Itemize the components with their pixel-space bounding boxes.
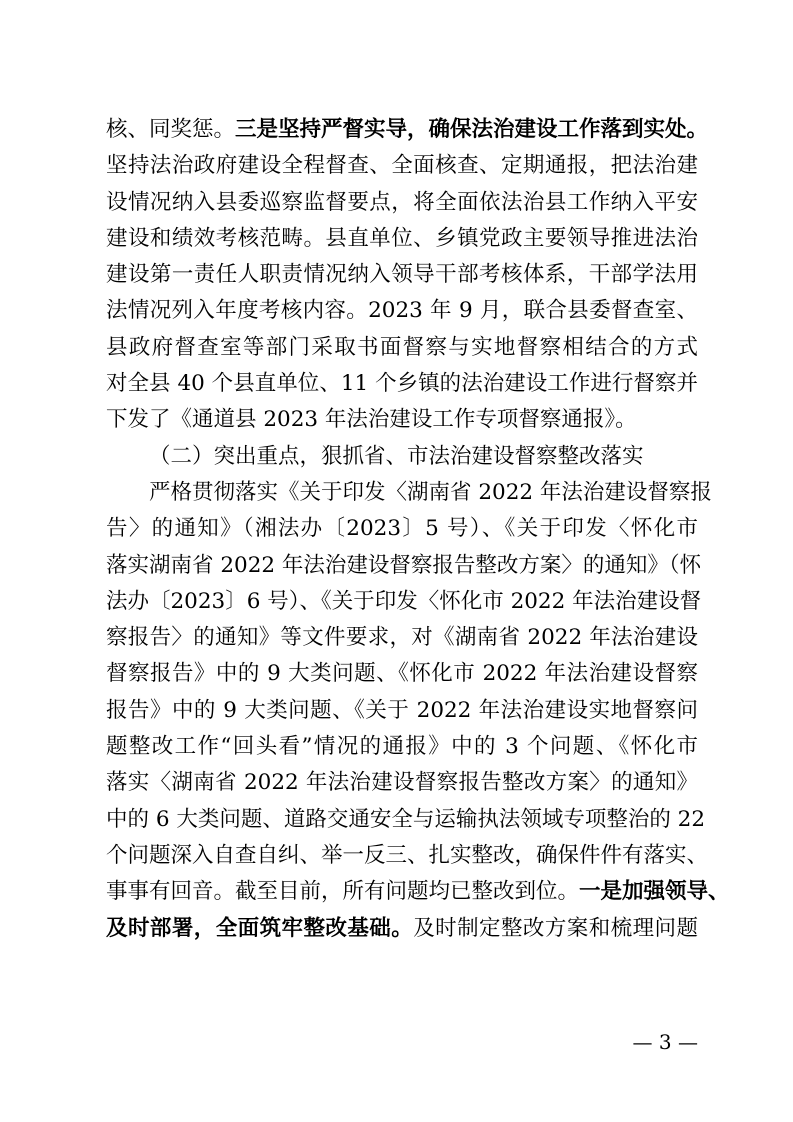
paragraph-line <box>106 765 698 801</box>
section-heading-text: （二）突出重点，狠抓省、市法治建设督察整改落实 <box>149 443 644 469</box>
paragraph-line <box>106 221 698 257</box>
paragraph-line <box>106 838 709 874</box>
text-segment: 督察报告》中的 9 大类问题、《怀化市 2022 年法治建设督察 <box>106 661 698 687</box>
text-segment: 报告》中的 9 大类问题、《关于 2022 年法治建设实地督察问 <box>106 697 698 723</box>
paragraph-line <box>106 656 698 692</box>
paragraph-line <box>106 874 730 910</box>
text-segment: 坚持法治政府建设全程督查、全面核查、定期通报，把法治建 <box>106 153 698 179</box>
text-segment: 法情况列入年度考核内容。2023 年 9 月，联合县委督查室、 <box>106 298 698 324</box>
text-segment: 落实〈湖南省 2022 年法治建设督察报告整改方案〉的通知》 <box>106 770 698 796</box>
paragraph-line <box>106 475 712 511</box>
text-segment: 及时制定整改方案和梳理问题 <box>413 915 698 941</box>
paragraph-line <box>106 693 698 729</box>
paragraph-line <box>106 330 698 366</box>
paragraph-line <box>106 293 698 329</box>
paragraph-line <box>106 185 698 221</box>
text-segment: 中的 6 大类问题、道路交通安全与运输执法领域专项整治的 22 <box>106 806 706 832</box>
text-segment: 题整改工作“回头看”情况的通报》中的 3 个问题、《怀化市 <box>106 734 698 760</box>
section-heading <box>106 439 698 475</box>
bold-emphasis: 及时部署，全面筑牢整改基础。 <box>106 915 414 941</box>
page-number: — 3 — <box>632 1030 698 1054</box>
text-segment: 建设和绩效考核范畴。县直单位、乡镇党政主要领导推进法治 <box>106 225 698 251</box>
paragraph-line <box>106 729 698 765</box>
text-segment: 建设第一责任人职责情况纳入领导干部考核体系，干部学法用 <box>106 262 698 288</box>
paragraph-line <box>106 911 698 947</box>
paragraph-line <box>106 584 702 620</box>
text-segment: 告〉的通知》（湘法办〔2023〕5 号）、《关于印发〈怀化市 <box>106 516 698 542</box>
paragraph-line <box>106 802 706 838</box>
text-segment: 事事有回音。截至目前，所有问题均已整改到位。 <box>106 879 580 905</box>
paragraph-line <box>106 257 698 293</box>
paragraph-line <box>106 620 698 656</box>
text-segment: 对全县 40 个县直单位、11 个乡镇的法治建设工作进行督察并 <box>106 371 698 397</box>
text-segment: 察报告〉的通知》等文件要求，对《湖南省 2022 年法治建设 <box>106 625 698 651</box>
paragraph-line <box>106 548 702 584</box>
bold-emphasis: 一是加强领导、 <box>579 879 730 905</box>
text-segment: 落实湖南省 2022 年法治建设督察报告整改方案〉的通知》（怀 <box>106 552 702 578</box>
text-segment: 核、同奖惩。 <box>106 117 236 142</box>
bold-emphasis: 三是坚持严督实导，确保法治建设工作落到实处。 <box>235 117 709 142</box>
body-text <box>106 112 730 947</box>
text-segment: 法办〔2023〕6 号）、《关于印发〈怀化市 2022 年法治建设督 <box>106 588 702 614</box>
text-segment: 个问题深入自查自纠、举一反三、扎实整改，确保件件有落实、 <box>106 842 709 868</box>
text-segment: 严格贯彻落实《关于印发〈湖南省 2022 年法治建设督察报 <box>149 479 712 505</box>
paragraph-line <box>106 148 698 184</box>
paragraph-line <box>106 402 698 438</box>
text-segment: 县政府督查室等部门采取书面督察与实地督察相结合的方式 <box>106 334 698 360</box>
paragraph-line <box>106 511 698 547</box>
paragraph-line <box>106 366 698 402</box>
text-segment: 设情况纳入县委巡察监督要点，将全面依法治县工作纳入平安 <box>106 189 698 215</box>
text-segment: 下发了《通道县 2023 年法治建设工作专项督察通报》。 <box>106 407 637 433</box>
paragraph-line <box>106 112 709 148</box>
